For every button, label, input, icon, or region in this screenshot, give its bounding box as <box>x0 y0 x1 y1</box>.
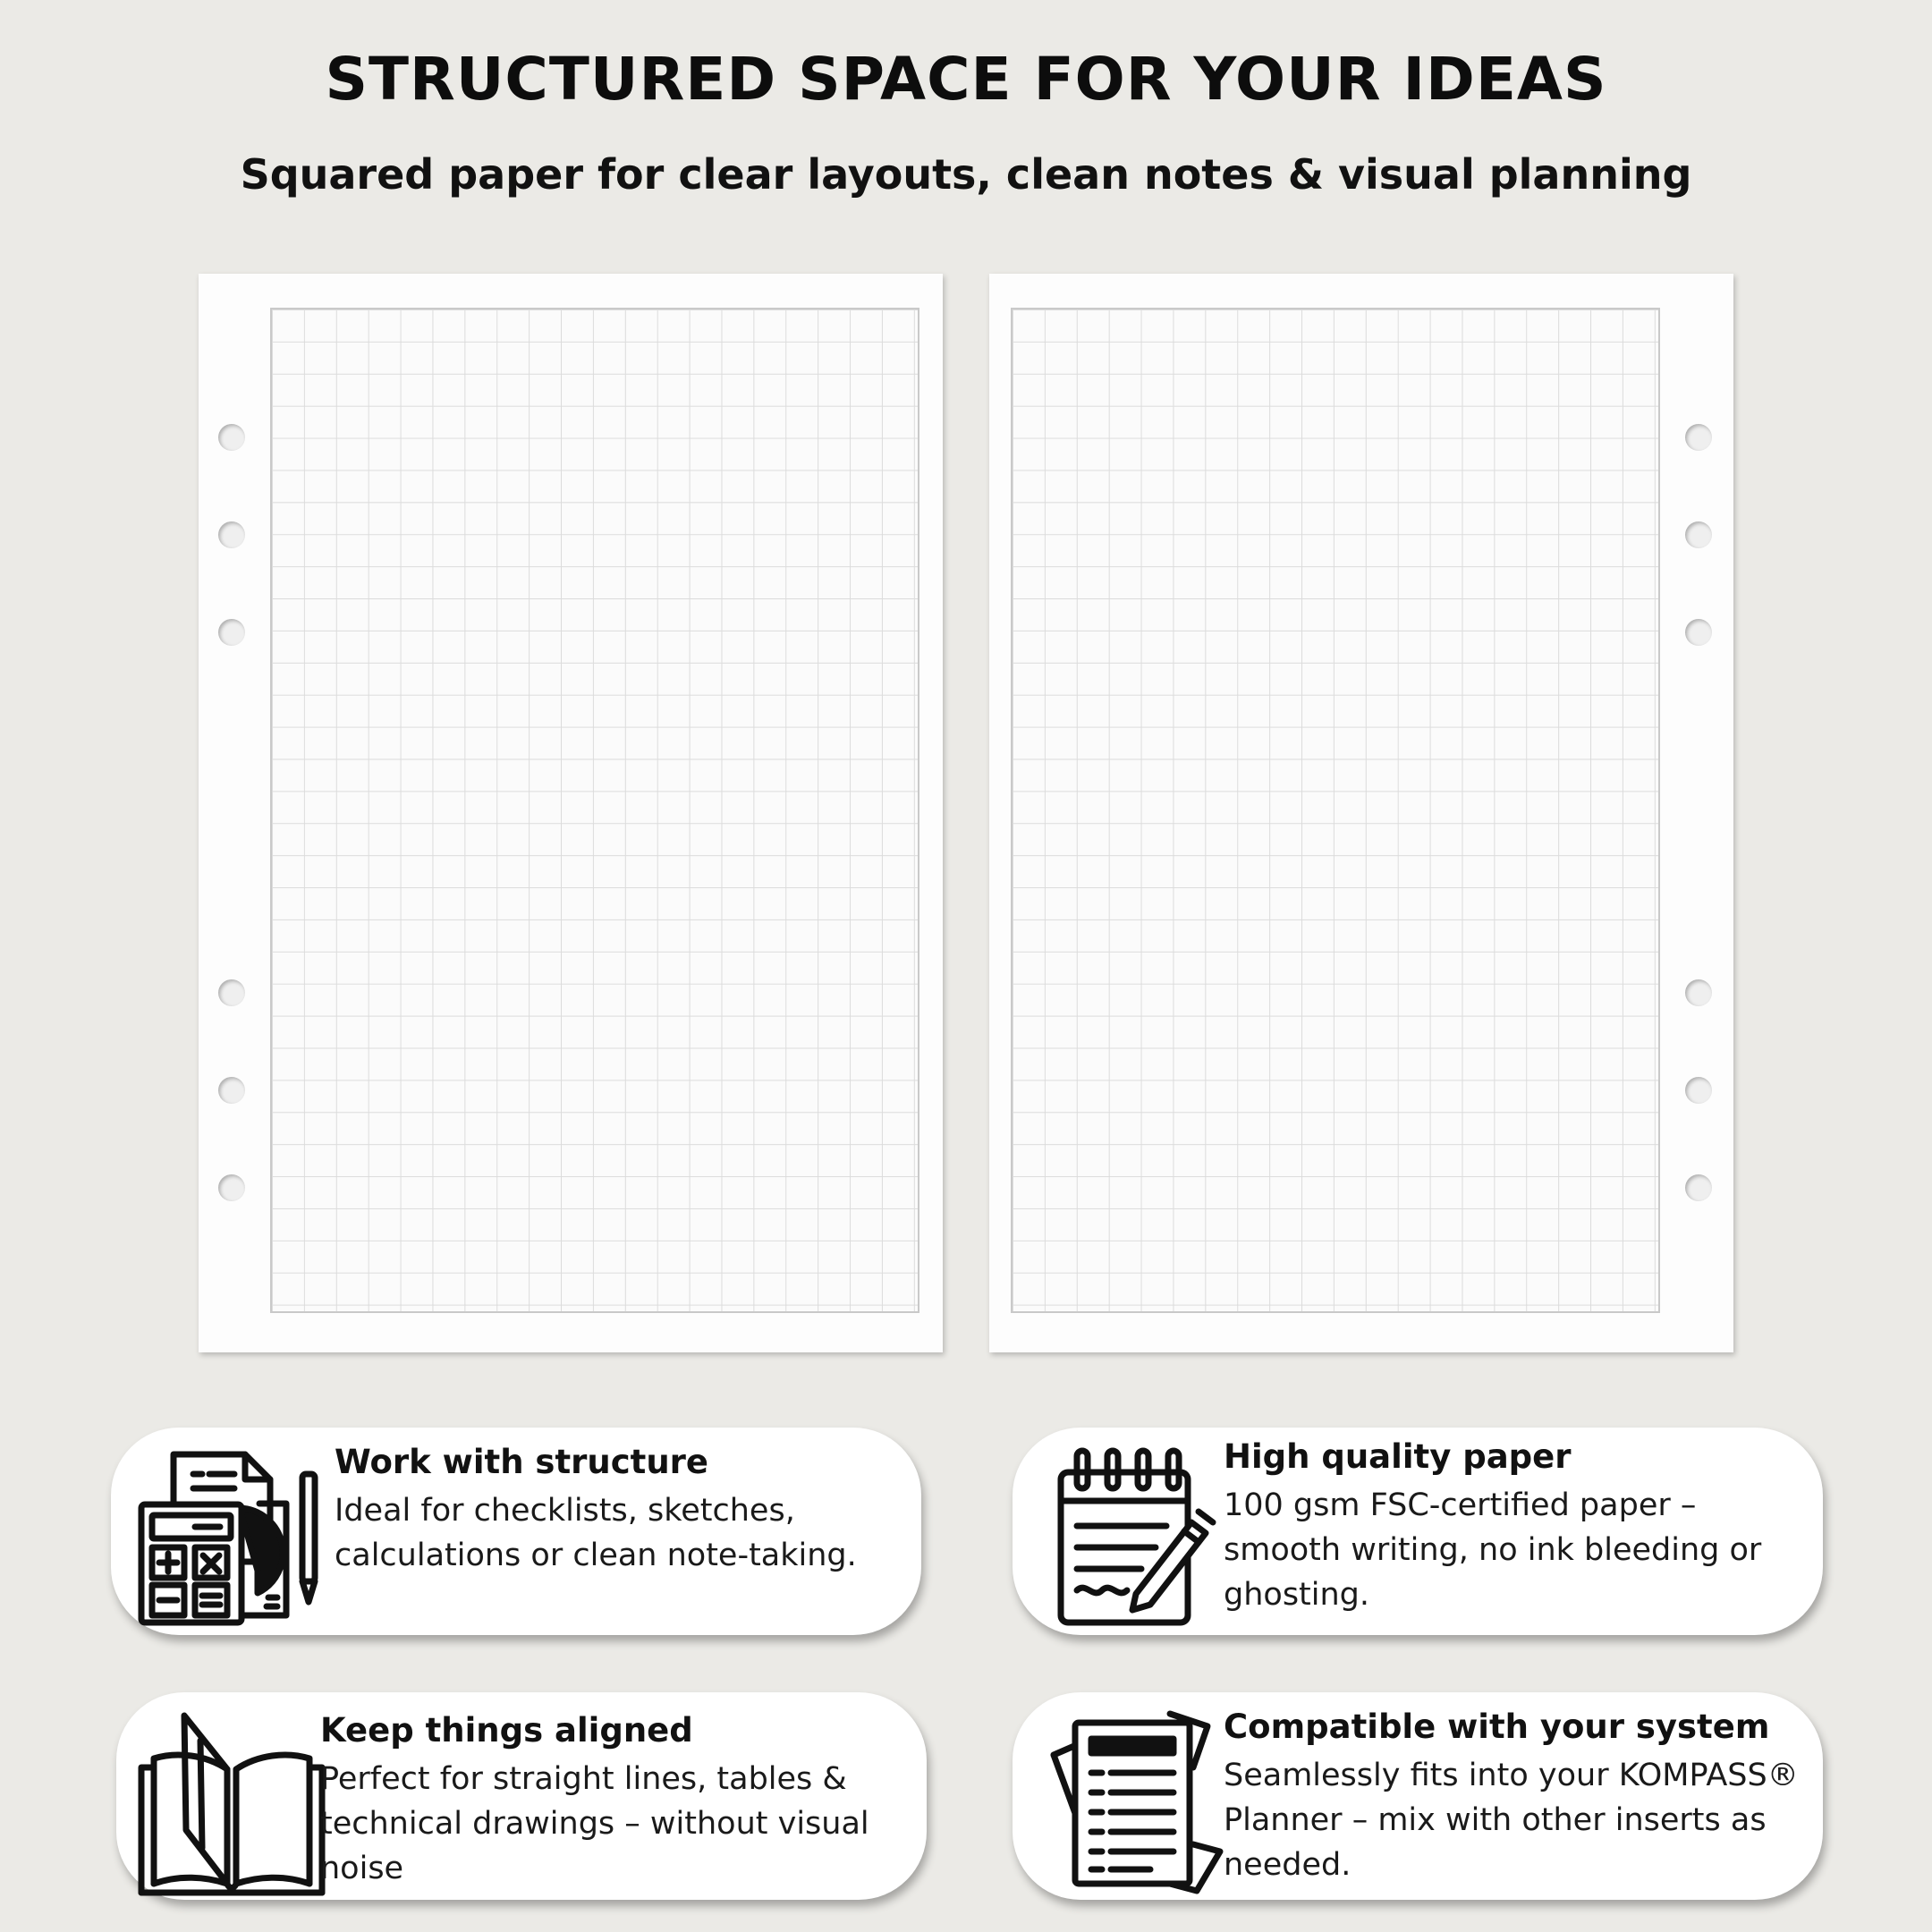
feature-title: Keep things aligned <box>320 1711 693 1750</box>
feature-card-structure <box>111 1428 921 1635</box>
punch-hole <box>1685 619 1712 646</box>
feature-description: Perfect for straight lines, tables & technical drawings – without visual noise <box>320 1761 869 1886</box>
punch-hole <box>1685 424 1712 451</box>
feature-description: Ideal for checklists, sketches, calculations or clean note-taking. <box>335 1493 857 1573</box>
page-subtitle: Squared paper for clear layouts, clean notes & visual planning <box>240 150 1692 199</box>
punch-hole <box>218 979 245 1006</box>
feature-description: 100 gsm FSC-certified paper – smooth writing, no ink bleeding or ghosting. <box>1224 1487 1762 1613</box>
page-title: STRUCTURED SPACE FOR YOUR IDEAS <box>325 45 1607 114</box>
stacked-documents-icon <box>1036 1701 1233 1898</box>
punch-hole <box>1685 521 1712 548</box>
grid-paper-sheet-left <box>199 274 943 1352</box>
punch-hole <box>218 619 245 646</box>
punch-hole <box>218 521 245 548</box>
feature-description: Seamlessly fits into your KOMPASS® Planner – mix with other inserts as needed. <box>1224 1758 1799 1883</box>
feature-title: High quality paper <box>1224 1437 1572 1476</box>
notepad-pen-icon <box>1030 1436 1227 1633</box>
feature-card-compatibility <box>1013 1692 1823 1900</box>
punch-hole <box>1685 1077 1712 1104</box>
open-book-icon <box>134 1705 331 1902</box>
calculator-documents-icon <box>123 1436 320 1633</box>
punch-hole <box>218 1077 245 1104</box>
feature-title: Work with structure <box>335 1443 709 1481</box>
punch-hole <box>1685 979 1712 1006</box>
feature-title: Compatible with your system <box>1224 1707 1770 1746</box>
punch-hole <box>1685 1174 1712 1201</box>
feature-card-paper-quality <box>1013 1428 1823 1635</box>
punch-hole <box>218 424 245 451</box>
grid-paper-sheet-right <box>989 274 1733 1352</box>
feature-card-alignment <box>116 1692 927 1900</box>
squared-grid <box>270 308 919 1313</box>
punch-hole <box>218 1174 245 1201</box>
squared-grid <box>1011 308 1660 1313</box>
